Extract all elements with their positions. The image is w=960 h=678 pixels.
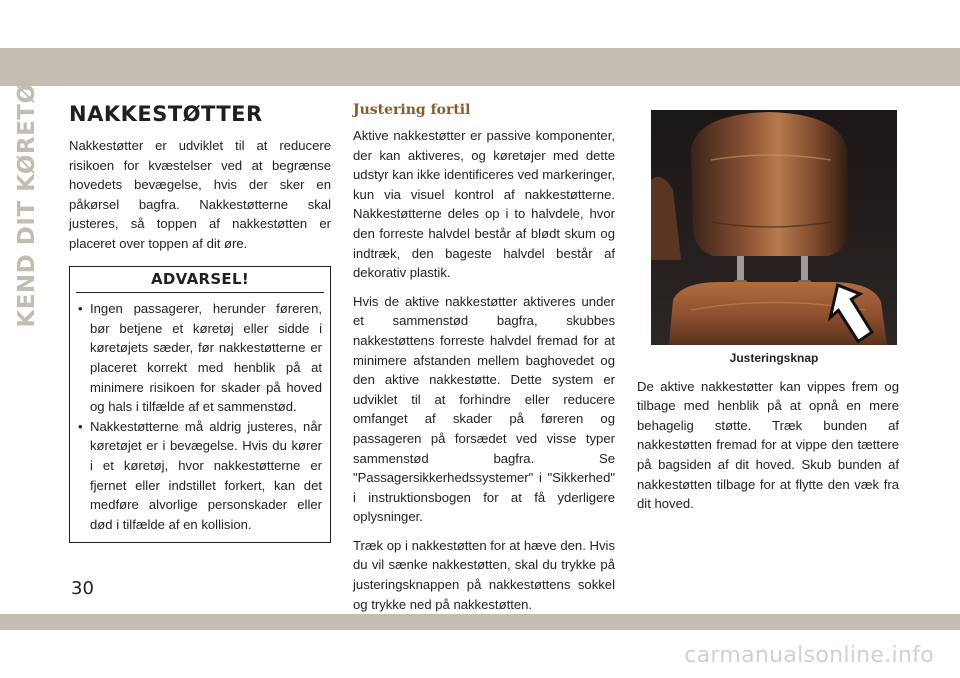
watermark: carmanualsonline.info	[684, 643, 934, 668]
warning-item	[78, 417, 322, 535]
section-title: NAKKESTØTTER	[69, 102, 263, 126]
chapter-tab-label: KEND DIT KØRETØJ	[14, 74, 40, 328]
warning-box	[69, 266, 331, 544]
column-1	[69, 100, 331, 543]
chapter-tab	[6, 74, 48, 328]
bullet-icon: •	[78, 418, 83, 434]
photo-caption: Justeringsknap	[729, 351, 819, 365]
warning-list	[78, 299, 322, 534]
paragraph: De aktive nakkestøtter kan vippes frem og tilbage med henblik på at opnå en mere behagelig støtte. Træk bunden af nakkestøtten fremad for at vippe den tættere på bagsiden af dit hoved. Skub bunden af nakkestøtten tilbage for at flytte den væk fra dit hoved.	[637, 378, 899, 512]
headrest-photo	[651, 110, 897, 345]
paragraph: Hvis de aktive nakkestøtter aktiveres under et sammenstød bagfra, skubbes nakkestøttens forreste halvdel fremad for at minimere afstanden mellem baghovedet og den aktive nakkestøtte. Dette system er udviklet til at forhindre eller reducere omfanget af skader på føreren og passageren på forsædet ved visse typer sammenstød bagfra. Se "Passagersikkerhedssystemer" i "Sikkerhed" i instruktionsbogen for at få yderligere oplysninger.	[353, 293, 615, 525]
bottom-band	[0, 614, 960, 630]
bullet-icon: •	[78, 301, 83, 317]
column-3	[637, 104, 899, 523]
warning-item	[78, 299, 322, 417]
page-number: 30	[71, 578, 94, 599]
paragraph: Træk op i nakkestøtten for at hæve den. Hvis du vil sænke nakkestøtten, skal du trykke på justeringsknappen på nakkestøttens sokkel og trykke ned på nakkestøtten.	[353, 537, 615, 612]
paragraph: Aktive nakkestøtter er passive komponenter, der kan aktiveres, og køretøjer med dette udstyr kan ikke identificeres ved markeringer, kun via visuel kontrol af nakkestøtterne. Nakkestøtterne deles op i to halvdele, hvor den forreste halvdel består af blødt skum og indtræk, den bageste halvdel består af dekorativ plastik.	[353, 128, 615, 281]
column-2	[353, 100, 615, 623]
warning-heading: ADVARSEL!	[76, 267, 324, 294]
warning-item-text: Nakkestøtterne må aldrig justeres, når køretøjet er i bevægelse. Hvis du kører i et køretøj, hvor nakkestøtterne er fjernet eller indstillet forkert, kan det medføre alvorlige personskader eller død i tilfælde af en kollision.	[90, 418, 322, 532]
intro-paragraph: Nakkestøtter er udviklet til at reducere risikoen for kvæstelser ved at begrænse hovedets bevægelse, hvis der sker en påkørsel bagfra. Nakkestøtterne skal justeres, så toppen af nakkestøtten er placeret over toppen af dit øre.	[69, 138, 331, 251]
warning-item-text: Ingen passagerer, herunder føreren, bør betjene et køretøj eller sidde i køretøjets sæder, før nakkestøtterne er placeret korrekt med henblik på at minimere risikoen for skader på hoved og hals i tilfælde af et sammenstød.	[90, 301, 322, 415]
top-band	[0, 48, 960, 86]
subsection-title: Justering fortil	[353, 102, 471, 118]
